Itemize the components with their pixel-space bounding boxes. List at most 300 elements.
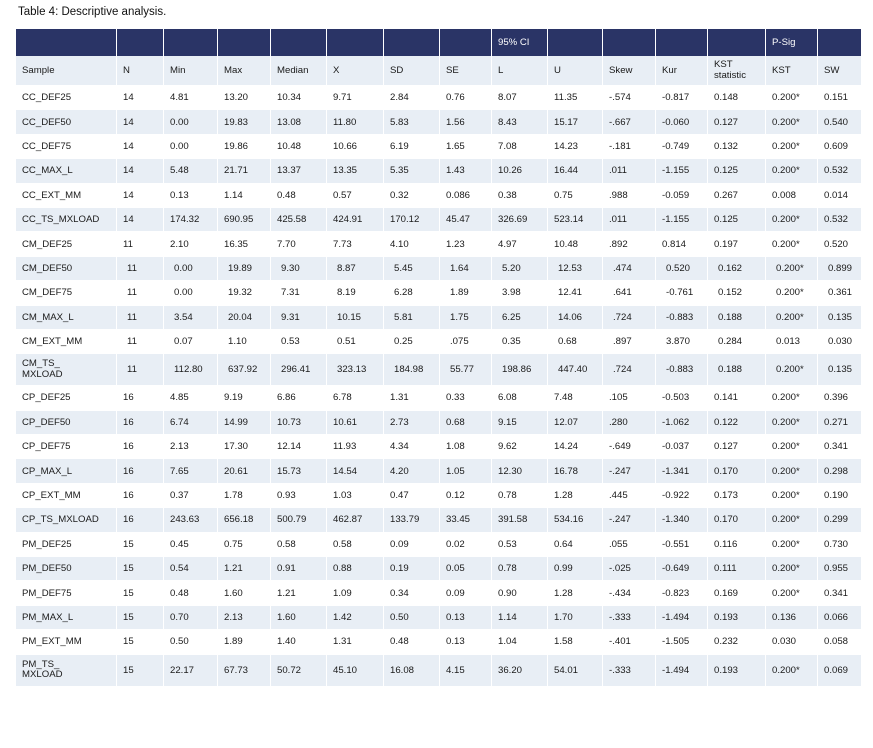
value-cell: 1.89 (440, 281, 492, 305)
value-cell: 0.136 (766, 606, 818, 630)
sample-cell: CP_DEF75 (16, 435, 117, 459)
value-cell: 0.396 (818, 386, 862, 410)
value-cell: 0.91 (271, 557, 327, 581)
table-row (16, 533, 862, 557)
value-cell: 14 (117, 135, 164, 159)
value-cell: 1.70 (548, 606, 603, 630)
value-cell: 0.125 (708, 208, 766, 232)
value-cell: 9.19 (218, 386, 271, 410)
group-header-row (16, 29, 862, 56)
sample-cell: CP_EXT_MM (16, 484, 117, 508)
value-cell: 1.10 (218, 330, 271, 354)
value-cell: 5.35 (384, 159, 440, 183)
value-cell: 0.09 (440, 581, 492, 605)
value-cell: 0.127 (708, 435, 766, 459)
value-cell: 16 (117, 484, 164, 508)
group-header-blank (271, 29, 327, 56)
table-row (16, 86, 862, 110)
value-cell: 0.78 (492, 557, 548, 581)
value-cell: 0.76 (440, 86, 492, 110)
table-row (16, 581, 862, 605)
value-cell: 323.13 (327, 354, 384, 386)
value-cell: .474 (603, 257, 656, 281)
value-cell: 133.79 (384, 508, 440, 532)
sample-cell: CM_DEF25 (16, 232, 117, 256)
value-cell: -1.155 (656, 159, 708, 183)
value-cell: 20.61 (218, 459, 271, 483)
value-cell: 6.86 (271, 386, 327, 410)
column-header: L (492, 56, 548, 86)
value-cell: 3.98 (492, 281, 548, 305)
table-row (16, 354, 862, 386)
value-cell: 45.47 (440, 208, 492, 232)
value-cell: 500.79 (271, 508, 327, 532)
group-header-blank (440, 29, 492, 56)
value-cell: 656.18 (218, 508, 271, 532)
value-cell: .445 (603, 484, 656, 508)
group-header-blank (384, 29, 440, 56)
sample-cell: PM_DEF25 (16, 533, 117, 557)
value-cell: 1.42 (327, 606, 384, 630)
value-cell: 0.540 (818, 110, 862, 134)
value-cell: 243.63 (164, 508, 218, 532)
value-cell: 0.141 (708, 386, 766, 410)
value-cell: 19.32 (218, 281, 271, 305)
value-cell: 15 (117, 533, 164, 557)
value-cell: 10.61 (327, 411, 384, 435)
value-cell: 0.200* (766, 281, 818, 305)
value-cell: 14.24 (548, 435, 603, 459)
value-cell: 1.14 (492, 606, 548, 630)
value-cell: 8.43 (492, 110, 548, 134)
value-cell: 12.14 (271, 435, 327, 459)
value-cell: 11 (117, 257, 164, 281)
value-cell: -1.494 (656, 655, 708, 687)
value-cell: 13.35 (327, 159, 384, 183)
value-cell: 2.13 (164, 435, 218, 459)
value-cell: 9.15 (492, 411, 548, 435)
value-cell: 0.200* (766, 306, 818, 330)
value-cell: 4.10 (384, 232, 440, 256)
value-cell: 1.09 (327, 581, 384, 605)
value-cell: 14 (117, 159, 164, 183)
value-cell: 0.05 (440, 557, 492, 581)
value-cell: 15 (117, 606, 164, 630)
table-caption: Table 4: Descriptive analysis. (18, 6, 167, 18)
value-cell: 45.10 (327, 655, 384, 687)
value-cell: -0.883 (656, 354, 708, 386)
value-cell: 296.41 (271, 354, 327, 386)
value-cell: 19.89 (218, 257, 271, 281)
value-cell: .892 (603, 232, 656, 256)
value-cell: 0.13 (440, 630, 492, 654)
value-cell: -.667 (603, 110, 656, 134)
table-row (16, 606, 862, 630)
sample-cell: PM_EXT_MM (16, 630, 117, 654)
value-cell: 0.200* (766, 508, 818, 532)
value-cell: 10.34 (271, 86, 327, 110)
value-cell: 637.92 (218, 354, 271, 386)
value-cell: 174.32 (164, 208, 218, 232)
value-cell: .724 (603, 306, 656, 330)
value-cell: 15 (117, 557, 164, 581)
value-cell: 0.35 (492, 330, 548, 354)
value-cell: 0.00 (164, 110, 218, 134)
value-cell: 1.60 (271, 606, 327, 630)
value-cell: .075 (440, 330, 492, 354)
value-cell: 0.68 (440, 411, 492, 435)
value-cell: -0.922 (656, 484, 708, 508)
sample-cell: PM_TS_ MXLOAD (16, 655, 117, 687)
value-cell: 1.75 (440, 306, 492, 330)
value-cell: 16.08 (384, 655, 440, 687)
value-cell: 8.87 (327, 257, 384, 281)
table-row (16, 630, 862, 654)
value-cell: 16 (117, 386, 164, 410)
table-row (16, 110, 862, 134)
value-cell: 15 (117, 655, 164, 687)
value-cell: 50.72 (271, 655, 327, 687)
column-header: Max (218, 56, 271, 86)
sample-cell: CC_EXT_MM (16, 184, 117, 208)
sample-cell: CC_DEF50 (16, 110, 117, 134)
value-cell: -0.817 (656, 86, 708, 110)
value-cell: 0.200* (766, 354, 818, 386)
value-cell: 391.58 (492, 508, 548, 532)
value-cell: 1.89 (218, 630, 271, 654)
value-cell: -1.505 (656, 630, 708, 654)
value-cell: 0.132 (708, 135, 766, 159)
value-cell: 690.95 (218, 208, 271, 232)
value-cell: 14.99 (218, 411, 271, 435)
value-cell: -.181 (603, 135, 656, 159)
value-cell: 0.066 (818, 606, 862, 630)
value-cell: 12.53 (548, 257, 603, 281)
value-cell: 0.13 (440, 606, 492, 630)
value-cell: 198.86 (492, 354, 548, 386)
sample-cell: CM_MAX_L (16, 306, 117, 330)
value-cell: 0.013 (766, 330, 818, 354)
value-cell: 7.70 (271, 232, 327, 256)
column-header: Skew (603, 56, 656, 86)
value-cell: 7.31 (271, 281, 327, 305)
column-header: Sample (16, 56, 117, 86)
value-cell: 0.58 (327, 533, 384, 557)
table-row (16, 135, 862, 159)
value-cell: 0.200* (766, 159, 818, 183)
sample-cell: CC_DEF75 (16, 135, 117, 159)
value-cell: 0.200* (766, 533, 818, 557)
table-row (16, 208, 862, 232)
value-cell: 170.12 (384, 208, 440, 232)
value-cell: 13.20 (218, 86, 271, 110)
value-cell: 534.16 (548, 508, 603, 532)
value-cell: 0.13 (164, 184, 218, 208)
sample-cell: PM_DEF75 (16, 581, 117, 605)
table-row (16, 330, 862, 354)
value-cell: 4.15 (440, 655, 492, 687)
table-row (16, 411, 862, 435)
value-cell: 0.193 (708, 606, 766, 630)
value-cell: -1.341 (656, 459, 708, 483)
value-cell: 326.69 (492, 208, 548, 232)
value-cell: 0.125 (708, 159, 766, 183)
table-row (16, 459, 862, 483)
value-cell: 0.09 (384, 533, 440, 557)
column-header: SW (818, 56, 862, 86)
value-cell: 0.058 (818, 630, 862, 654)
value-cell: 15.73 (271, 459, 327, 483)
value-cell: 16.35 (218, 232, 271, 256)
ci-group-header: 95% CI (492, 29, 548, 56)
value-cell: 0.271 (818, 411, 862, 435)
value-cell: 0.90 (492, 581, 548, 605)
value-cell: 0.93 (271, 484, 327, 508)
value-cell: 1.28 (548, 484, 603, 508)
value-cell: 2.84 (384, 86, 440, 110)
value-cell: 4.85 (164, 386, 218, 410)
value-cell: 8.07 (492, 86, 548, 110)
value-cell: .105 (603, 386, 656, 410)
table-row (16, 257, 862, 281)
value-cell: 0.78 (492, 484, 548, 508)
value-cell: 0.284 (708, 330, 766, 354)
value-cell: 0.53 (271, 330, 327, 354)
value-cell: 3.870 (656, 330, 708, 354)
value-cell: 1.31 (384, 386, 440, 410)
value-cell: 0.069 (818, 655, 862, 687)
value-cell: 1.23 (440, 232, 492, 256)
value-cell: 17.30 (218, 435, 271, 459)
value-cell: -.401 (603, 630, 656, 654)
value-cell: 16.44 (548, 159, 603, 183)
value-cell: 9.30 (271, 257, 327, 281)
value-cell: 0.53 (492, 533, 548, 557)
value-cell: 0.45 (164, 533, 218, 557)
value-cell: 0.200* (766, 459, 818, 483)
table-row (16, 184, 862, 208)
value-cell: 0.169 (708, 581, 766, 605)
column-header: X (327, 56, 384, 86)
value-cell: 2.10 (164, 232, 218, 256)
value-cell: 0.162 (708, 257, 766, 281)
value-cell: -0.059 (656, 184, 708, 208)
value-cell: 1.05 (440, 459, 492, 483)
value-cell: 0.188 (708, 306, 766, 330)
value-cell: 5.48 (164, 159, 218, 183)
value-cell: 0.111 (708, 557, 766, 581)
value-cell: -.434 (603, 581, 656, 605)
value-cell: 112.80 (164, 354, 218, 386)
value-cell: 21.71 (218, 159, 271, 183)
column-header: KST (766, 56, 818, 86)
value-cell: 11 (117, 306, 164, 330)
value-cell: 0.532 (818, 208, 862, 232)
value-cell: 447.40 (548, 354, 603, 386)
sample-cell: CM_TS_ MXLOAD (16, 354, 117, 386)
value-cell: 6.08 (492, 386, 548, 410)
sample-cell: CP_MAX_L (16, 459, 117, 483)
value-cell: 0.609 (818, 135, 862, 159)
sample-cell: CC_DEF25 (16, 86, 117, 110)
value-cell: 0.48 (164, 581, 218, 605)
value-cell: 11 (117, 354, 164, 386)
value-cell: 1.14 (218, 184, 271, 208)
value-cell: 14 (117, 110, 164, 134)
value-cell: 1.08 (440, 435, 492, 459)
value-cell: 16 (117, 508, 164, 532)
value-cell: -.247 (603, 508, 656, 532)
value-cell: 0.135 (818, 354, 862, 386)
value-cell: 0.47 (384, 484, 440, 508)
value-cell: 22.17 (164, 655, 218, 687)
value-cell: 0.341 (818, 435, 862, 459)
value-cell: 55.77 (440, 354, 492, 386)
value-cell: 67.73 (218, 655, 271, 687)
value-cell: 4.81 (164, 86, 218, 110)
value-cell: 0.200* (766, 484, 818, 508)
value-cell: 0.50 (164, 630, 218, 654)
value-cell: 11 (117, 232, 164, 256)
value-cell: 0.232 (708, 630, 766, 654)
value-cell: -0.503 (656, 386, 708, 410)
value-cell: 0.68 (548, 330, 603, 354)
group-header-blank (164, 29, 218, 56)
value-cell: 0.200* (766, 135, 818, 159)
value-cell: 0.030 (766, 630, 818, 654)
value-cell: -0.823 (656, 581, 708, 605)
sample-cell: CP_TS_MXLOAD (16, 508, 117, 532)
value-cell: 0.520 (656, 257, 708, 281)
value-cell: 0.955 (818, 557, 862, 581)
value-cell: 0.730 (818, 533, 862, 557)
value-cell: 0.127 (708, 110, 766, 134)
value-cell: .280 (603, 411, 656, 435)
sample-cell: CP_DEF50 (16, 411, 117, 435)
value-cell: 0.99 (548, 557, 603, 581)
value-cell: -1.494 (656, 606, 708, 630)
value-cell: 0.341 (818, 581, 862, 605)
table-row (16, 281, 862, 305)
value-cell: 0.899 (818, 257, 862, 281)
value-cell: 2.73 (384, 411, 440, 435)
group-header-blank (327, 29, 384, 56)
value-cell: 0.298 (818, 459, 862, 483)
value-cell: 15 (117, 581, 164, 605)
value-cell: 1.28 (548, 581, 603, 605)
column-header: SE (440, 56, 492, 86)
sample-cell: PM_DEF50 (16, 557, 117, 581)
value-cell: 1.31 (327, 630, 384, 654)
value-cell: -0.649 (656, 557, 708, 581)
value-cell: 7.48 (548, 386, 603, 410)
value-cell: 0.58 (271, 533, 327, 557)
value-cell: 0.030 (818, 330, 862, 354)
value-cell: 1.03 (327, 484, 384, 508)
value-cell: 0.64 (548, 533, 603, 557)
value-cell: 0.25 (384, 330, 440, 354)
value-cell: 1.65 (440, 135, 492, 159)
table-row (16, 386, 862, 410)
group-header-blank (708, 29, 766, 56)
value-cell: 0.12 (440, 484, 492, 508)
value-cell: 16 (117, 459, 164, 483)
column-header: KST statistic (708, 56, 766, 86)
value-cell: 0.200* (766, 557, 818, 581)
value-cell: 6.19 (384, 135, 440, 159)
sample-cell: CM_DEF75 (16, 281, 117, 305)
value-cell: .011 (603, 208, 656, 232)
column-header: N (117, 56, 164, 86)
value-cell: 16.78 (548, 459, 603, 483)
value-cell: 11.35 (548, 86, 603, 110)
descriptive-analysis-table (16, 29, 862, 687)
value-cell: 1.56 (440, 110, 492, 134)
table-row (16, 435, 862, 459)
group-header-blank (16, 29, 117, 56)
value-cell: 0.173 (708, 484, 766, 508)
value-cell: 10.48 (548, 232, 603, 256)
value-cell: 0.122 (708, 411, 766, 435)
value-cell: 0.48 (384, 630, 440, 654)
value-cell: 1.78 (218, 484, 271, 508)
value-cell: 0.00 (164, 135, 218, 159)
value-cell: 0.51 (327, 330, 384, 354)
value-cell: 36.20 (492, 655, 548, 687)
column-header: Min (164, 56, 218, 86)
value-cell: 10.15 (327, 306, 384, 330)
group-header-blank (818, 29, 862, 56)
value-cell: 0.086 (440, 184, 492, 208)
value-cell: 14.06 (548, 306, 603, 330)
value-cell: 0.520 (818, 232, 862, 256)
value-cell: .011 (603, 159, 656, 183)
value-cell: 33.45 (440, 508, 492, 532)
value-cell: 1.64 (440, 257, 492, 281)
column-header: U (548, 56, 603, 86)
value-cell: 0.38 (492, 184, 548, 208)
value-cell: 0.07 (164, 330, 218, 354)
value-cell: 11.80 (327, 110, 384, 134)
value-cell: .055 (603, 533, 656, 557)
value-cell: 7.08 (492, 135, 548, 159)
table-row (16, 159, 862, 183)
value-cell: 14 (117, 184, 164, 208)
value-cell: 7.65 (164, 459, 218, 483)
value-cell: 0.200* (766, 581, 818, 605)
value-cell: .641 (603, 281, 656, 305)
value-cell: 2.13 (218, 606, 271, 630)
value-cell: -.247 (603, 459, 656, 483)
value-cell: -0.749 (656, 135, 708, 159)
table-row (16, 655, 862, 687)
value-cell: 14.54 (327, 459, 384, 483)
group-header-blank (656, 29, 708, 56)
value-cell: 0.200* (766, 86, 818, 110)
group-header-blank (117, 29, 164, 56)
value-cell: 1.40 (271, 630, 327, 654)
group-header-blank (218, 29, 271, 56)
value-cell: 10.73 (271, 411, 327, 435)
value-cell: 14.23 (548, 135, 603, 159)
value-cell: 0.361 (818, 281, 862, 305)
value-cell: 0.200* (766, 655, 818, 687)
value-cell: 0.200* (766, 411, 818, 435)
value-cell: 0.814 (656, 232, 708, 256)
value-cell: 1.21 (271, 581, 327, 605)
value-cell: 0.014 (818, 184, 862, 208)
group-header-blank (548, 29, 603, 56)
